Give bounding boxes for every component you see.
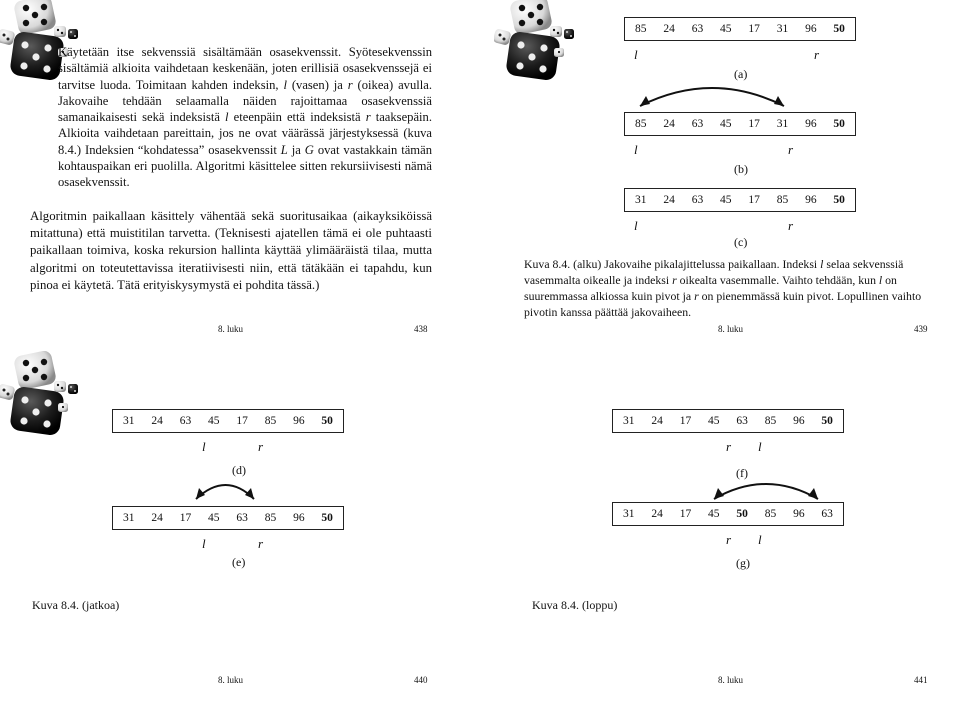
array-cell: 24 [651, 508, 663, 520]
index-r-marker: r [788, 142, 794, 157]
pivot-cell: 50 [833, 118, 845, 130]
subfigure-label-a: (a) [734, 67, 748, 81]
array-cell: 63 [691, 23, 704, 35]
index-r-marker: r [726, 439, 732, 454]
array-cell: 45 [708, 508, 720, 520]
array-cell: 45 [720, 23, 732, 35]
swap-arrow [480, 351, 960, 702]
index-l-marker: l [202, 536, 206, 551]
array-cell: 63 [821, 508, 833, 520]
array-cell: 96 [805, 194, 817, 206]
figure-caption: Kuva 8.4. (jatkoa) [32, 598, 120, 612]
page-439 [480, 0, 960, 351]
pivot-cell: 50 [821, 415, 833, 427]
subfigure-label-e: (e) [232, 555, 246, 569]
array-box-b [624, 112, 856, 136]
pivot-cell: 50 [833, 23, 845, 35]
pivot-cell: 50 [736, 508, 748, 520]
array-cell: 31 [776, 23, 789, 35]
index-r-marker: r [788, 218, 794, 233]
array-cell: 63 [691, 194, 704, 206]
array-box-c [624, 188, 856, 212]
array-cell: 17 [236, 415, 248, 427]
array-cell: 31 [623, 415, 635, 427]
array-cell: 31 [123, 512, 135, 524]
array-cell: 17 [748, 118, 760, 130]
footer-page-number: 440 [414, 675, 428, 685]
page-440 [0, 351, 480, 702]
footer-page-number: 441 [914, 675, 928, 685]
array-cell: 85 [764, 415, 777, 427]
footer-chapter: 8. luku [718, 675, 744, 685]
array-cell: 85 [776, 194, 789, 206]
array-cell: 85 [635, 23, 647, 35]
figure-caption: Kuva 8.4. (alku) Jakovaihe pikalajittelussa paikallaan. Indeksi l selaa sekvenssiä vasemmalta oikealle ja indeksi r oikealta vasemmalle. Vaihto tehdään, kun l on suuremmassa alkiossa kuin pivot ja r on pienemmässä kuin pivot. Lopullinen vaihto pivotin kanssa päättää jakovaiheen. [524, 257, 922, 319]
array-cell: 45 [720, 118, 732, 130]
array-cell: 24 [663, 194, 675, 206]
array-cell: 17 [748, 194, 760, 206]
footer-chapter: 8. luku [718, 324, 744, 334]
array-cell: 24 [151, 415, 163, 427]
subfigure-label-b: (b) [734, 162, 748, 176]
pivot-cell: 50 [321, 415, 333, 427]
footer-page-number: 438 [414, 324, 428, 334]
array-cell: 96 [793, 415, 805, 427]
subfigure-label-d: (d) [232, 463, 246, 477]
array-cell: 24 [151, 512, 163, 524]
paragraph-intro: Käytetään itse sekvenssiä sisältämään osasekvenssit. Syötesekvenssin sisältämiä alkioita vaihdetaan keskenään, joten erillisiä osasekvenssejä ei tarvitse luoda. Toimitaan kahden indeksin, l (vasen) ja r (oikea) avulla. Jakovaihe tehdään selaamalla näiden rajoittamaa osasekvenssiä samanaikaisesti sekä indeksistä l eteenpäin että indeksistä r taaksepäin. Alkioita vaihdetaan pareittain, jos ne ovat väärässä järjestyksessä (kuva 8.4.) Indeksien “kohdatessa” osasekvenssit L ja G ovat vastakkain tämän kohtauspaikan eri puolilla. Algoritmi käsittelee sitten rekursiivisesti nämä osasekvenssit. [58, 45, 433, 190]
page-441 [480, 351, 960, 702]
array-cell: 31 [123, 415, 135, 427]
array-cell: 24 [663, 118, 675, 130]
footer-chapter: 8. luku [218, 675, 244, 685]
index-l-marker: l [634, 47, 638, 62]
array-cell: 31 [635, 194, 647, 206]
array-cell: 31 [623, 508, 635, 520]
array-cell: 45 [720, 194, 732, 206]
array-cell: 24 [663, 23, 675, 35]
pivot-cell: 50 [321, 512, 333, 524]
index-l-marker: l [758, 439, 762, 454]
footer-page-number: 439 [914, 324, 928, 334]
array-cell: 17 [679, 415, 692, 427]
index-r-marker: r [258, 439, 264, 454]
index-l-marker: l [634, 142, 638, 157]
subfigure-label-c: (c) [734, 235, 748, 249]
index-r-marker: r [814, 47, 820, 62]
footer-chapter: 8. luku [218, 324, 244, 334]
array-cell: 31 [776, 118, 789, 130]
array-cell: 96 [293, 512, 305, 524]
array-box-e [112, 506, 344, 530]
paragraph-in-place: Algoritmin paikallaan käsittely vähentää sekä suoritusaikaa (aikayksiköissä mitattuna) että muistitilan tarvetta. (Teknisesti ajatellen tämä ei ole puhtaasti paikallaan toimiva, koska rekursion hallinta käyttää ylimääräistä tilaa, mutta algoritmi on toteutettavissa iteratiivisesti niin, että tätäkään ei tapahdu, kun pinoa ei käytetä. Tätä erityiskysymystä ei pohdita tässä.) [30, 209, 432, 292]
page-438 [0, 0, 480, 351]
array-cell: 45 [208, 415, 220, 427]
array-cell: 63 [691, 118, 704, 130]
array-cell: 63 [179, 415, 192, 427]
array-box-g [612, 502, 844, 526]
pivot-cell: 50 [833, 194, 845, 206]
array-cell: 17 [679, 508, 692, 520]
index-r-marker: r [258, 536, 264, 551]
array-cell: 85 [764, 508, 777, 520]
array-cell: 63 [236, 512, 248, 524]
array-cell: 85 [264, 512, 277, 524]
array-cell: 85 [264, 415, 277, 427]
index-r-marker: r [726, 532, 732, 547]
figure-caption: Kuva 8.4. (loppu) [532, 598, 618, 612]
array-cell: 63 [736, 415, 748, 427]
index-l-marker: l [758, 532, 762, 547]
array-cell: 96 [293, 415, 305, 427]
array-cell: 24 [651, 415, 663, 427]
array-cell: 96 [805, 118, 817, 130]
array-cell: 45 [708, 415, 720, 427]
array-cell: 96 [805, 23, 817, 35]
array-cell: 45 [208, 512, 220, 524]
subfigure-label-f: (f) [736, 466, 748, 480]
array-cell: 85 [635, 118, 647, 130]
index-l-marker: l [634, 218, 638, 233]
subfigure-label-g: (g) [736, 556, 750, 570]
array-cell: 96 [793, 508, 805, 520]
index-l-marker: l [202, 439, 206, 454]
array-cell: 17 [748, 23, 760, 35]
array-cell: 17 [179, 512, 192, 524]
